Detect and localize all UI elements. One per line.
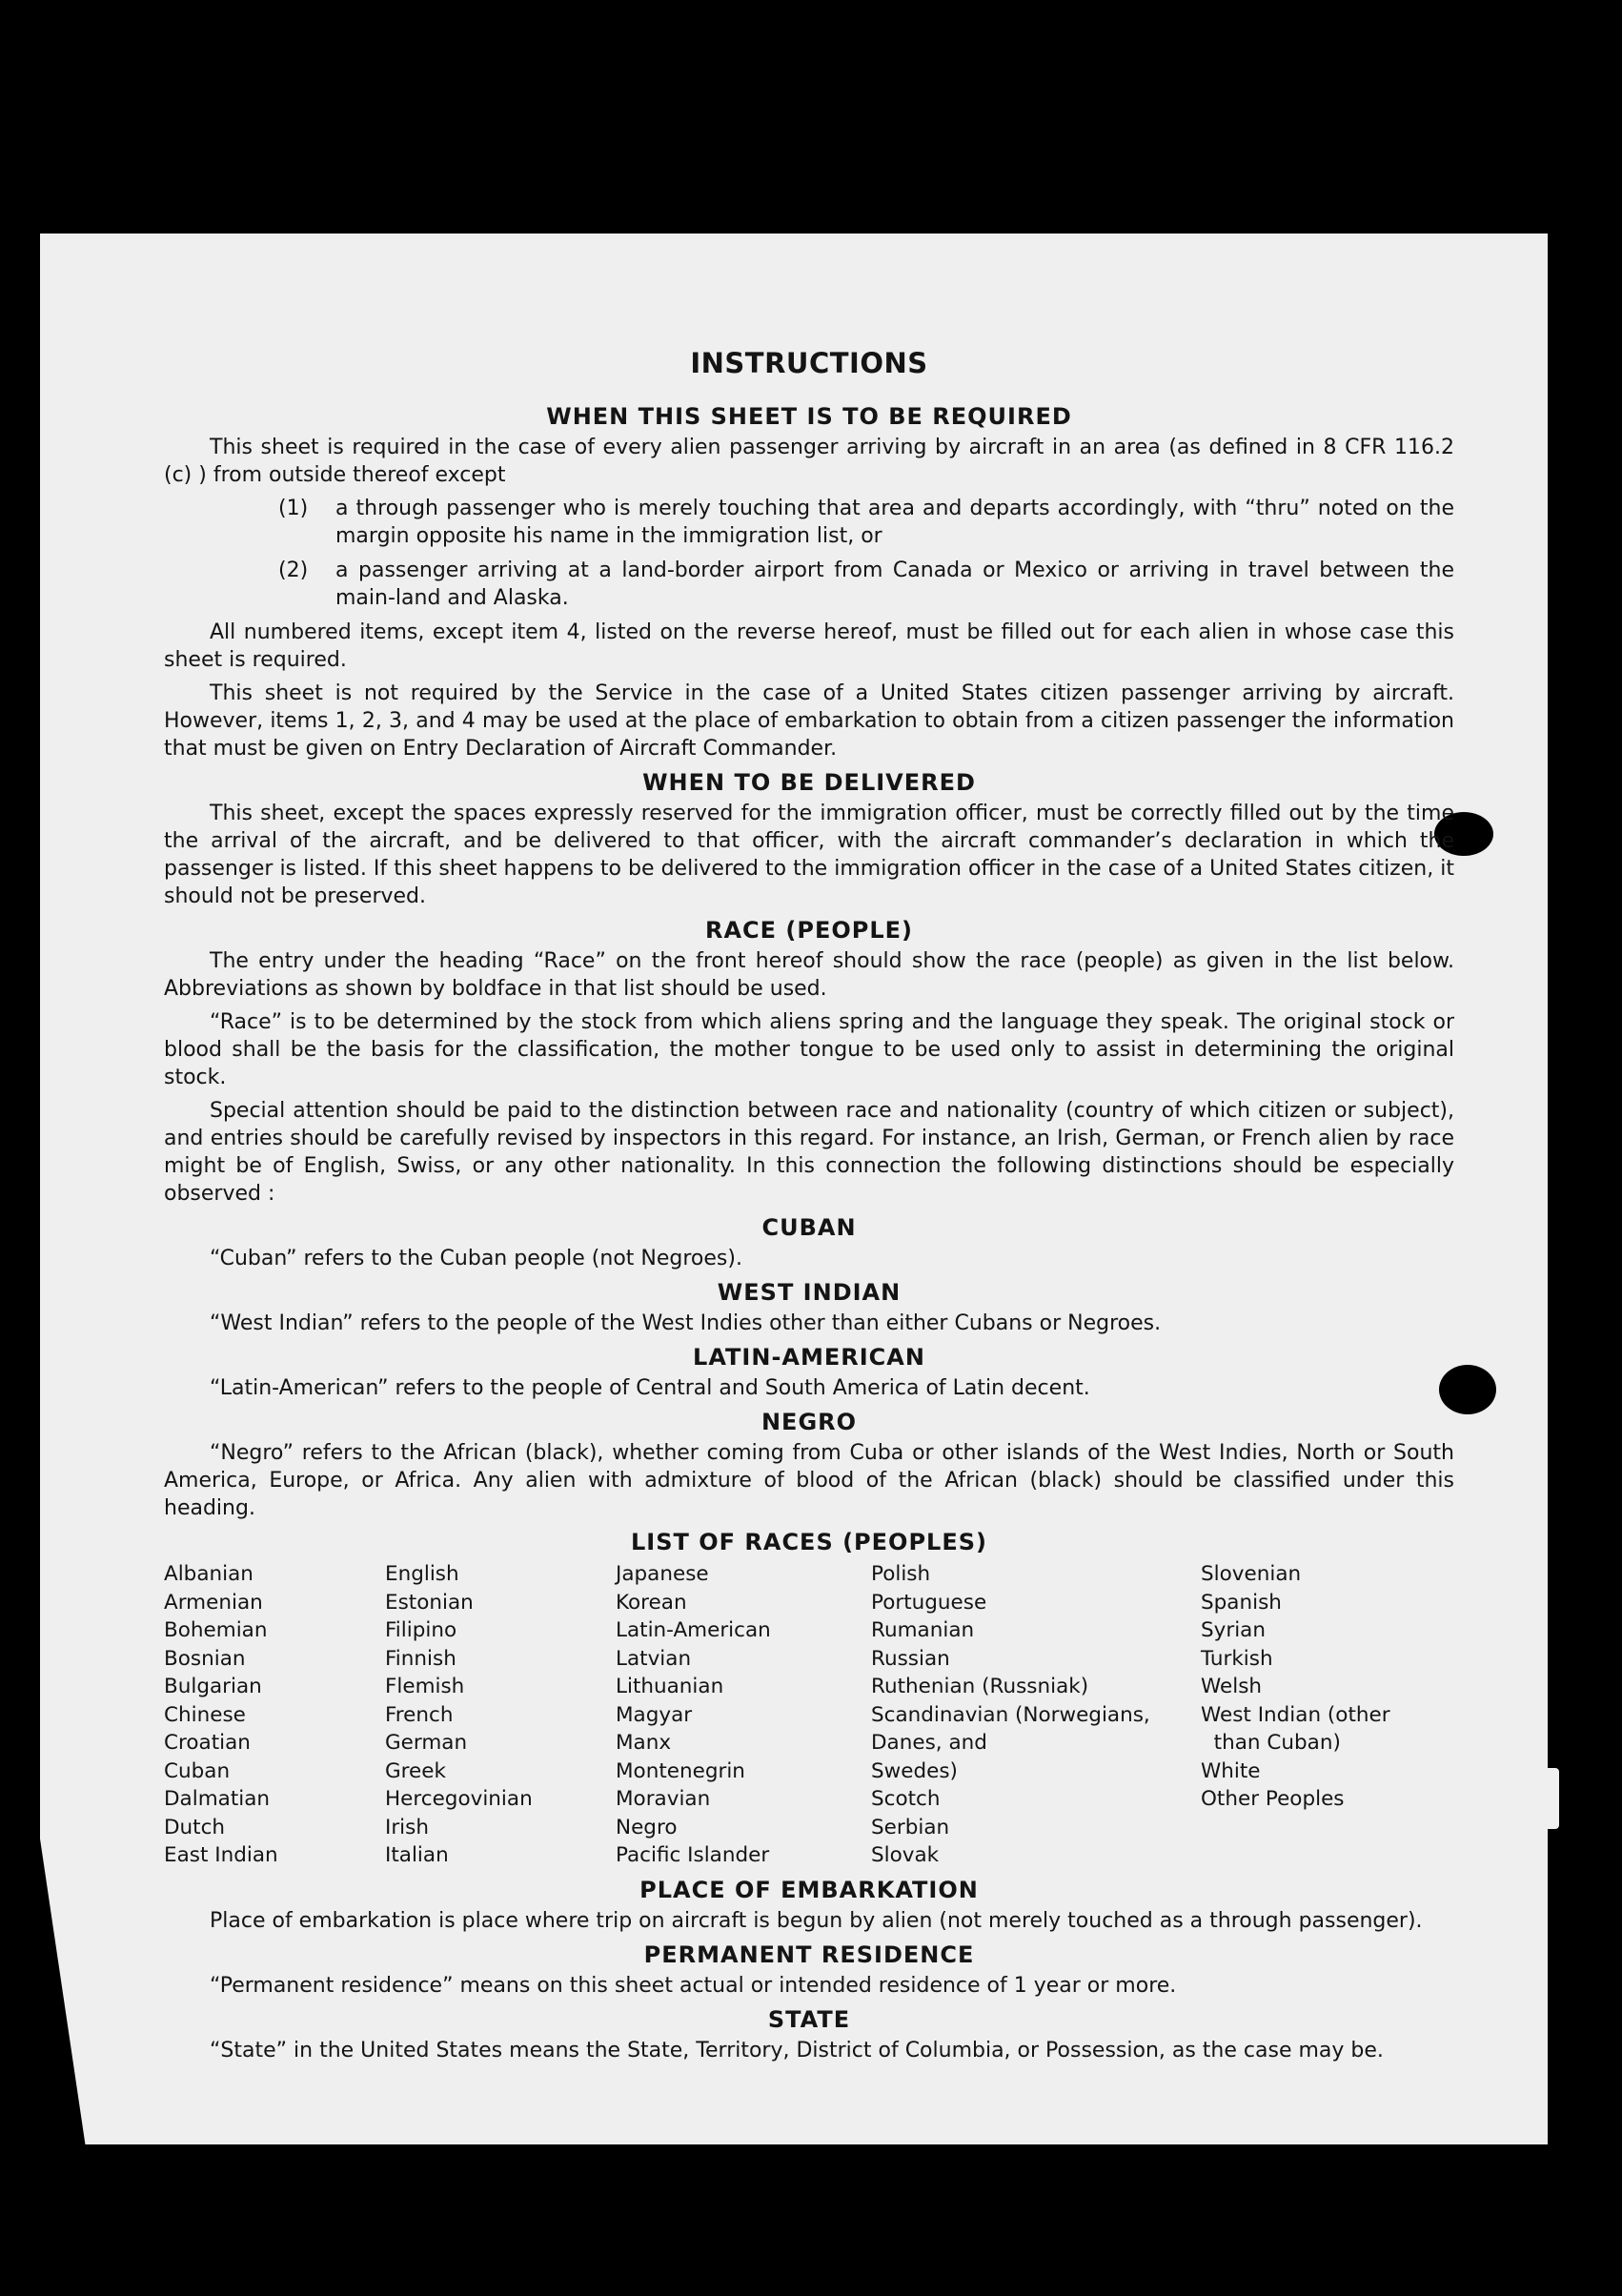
- race-entry: Dutch: [164, 1815, 226, 1839]
- paragraph: Place of embarkation is place where trip on aircraft is begun by alien (not merely touched as a through passenger).: [210, 1908, 1423, 1933]
- race-entry: French: [385, 1702, 454, 1727]
- race-entry: Polish: [871, 1562, 931, 1586]
- races-column: [164, 1560, 385, 1870]
- race-entry: East Indian: [164, 1843, 278, 1867]
- paragraph: Special attention should be paid to the distinction between race and nationality (country of which citizen or subject), and entries should be carefully revised by inspectors in this regard. For instance, an Irish, German, or French alien by race might be of English, Swiss, or any other nationality. In this connection the following distinctions should be especially observed :: [164, 1099, 1454, 1206]
- section-heading-residence: PERMANENT RESIDENCE: [643, 1940, 975, 1968]
- races-column: [1201, 1560, 1454, 1870]
- races-list: [164, 1560, 1454, 1870]
- race-entry: Danes, and: [871, 1731, 987, 1755]
- race-entry: Filipino: [385, 1618, 457, 1642]
- race-entry: Magyar: [616, 1702, 693, 1727]
- paragraph: “Permanent residence” means on this sheet actual or intended residence of 1 year or more.: [210, 1973, 1177, 1998]
- item-text: a through passenger who is merely touching that area and departs accordingly, with “thru” noted on the margin opposite his name in the immigration list, or: [335, 497, 1454, 548]
- race-entry: Estonian: [385, 1590, 474, 1615]
- race-entry: Irish: [385, 1815, 429, 1839]
- race-entry: Chinese: [164, 1702, 246, 1727]
- paragraph: This sheet, except the spaces expressly reserved for the immigration officer, must be correctly filled out by the time the arrival of the aircraft, and be delivered to that officer, with the aircraft commander’s declaration in which the passenger is listed. If this sheet happens to be delivered to the immigration officer in the case of a United States citizen, it should not be preserved.: [164, 802, 1454, 908]
- races-column: [871, 1560, 1201, 1870]
- paragraph: “State” in the United States means the State, Territory, District of Columbia, or Possession, as the case may be.: [210, 2038, 1384, 2062]
- item-text: a passenger arriving at a land-border airport from Canada or Mexico or arriving in travel between the main-land and Alaska.: [335, 559, 1454, 610]
- race-entry: Dalmatian: [164, 1787, 271, 1811]
- instructions-content: [164, 338, 1454, 2070]
- page-title: INSTRUCTIONS: [690, 347, 928, 379]
- race-entry: Latvian: [616, 1646, 692, 1671]
- race-entry: Japanese: [616, 1562, 709, 1586]
- race-entry: Welsh: [1201, 1675, 1263, 1698]
- race-entry: Bosnian: [164, 1646, 246, 1671]
- list-item: [164, 495, 1454, 550]
- paragraph: “Latin-American” refers to the people of Central and South America of Latin decent.: [210, 1376, 1090, 1400]
- race-entry: Montenegrin: [616, 1758, 745, 1783]
- section-heading-embarkation: PLACE OF EMBARKATION: [639, 1876, 979, 1903]
- race-entry: than Cuban): [1201, 1731, 1341, 1755]
- section-heading-race: RACE (PEOPLE): [704, 917, 914, 944]
- item-number: (2): [278, 559, 309, 582]
- section-heading-list-of-races: LIST OF RACES (PEOPLES): [631, 1529, 987, 1555]
- section-heading-cuban: CUBAN: [761, 1214, 857, 1241]
- paragraph: “Cuban” refers to the Cuban people (not Negroes).: [210, 1247, 742, 1270]
- race-entry: English: [385, 1562, 459, 1586]
- race-entry: Greek: [385, 1758, 446, 1783]
- race-entry: Scotch: [871, 1787, 941, 1811]
- race-entry: Manx: [616, 1731, 672, 1755]
- section-heading-required: WHEN THIS SHEET IS TO BE REQUIRED: [546, 403, 1072, 430]
- race-entry: Latin-American: [616, 1618, 771, 1642]
- section-heading-delivered: WHEN TO BE DELIVERED: [642, 769, 976, 796]
- page-edge-tab: [1542, 1768, 1559, 1829]
- race-entry: Syrian: [1201, 1618, 1266, 1642]
- race-entry: Portuguese: [871, 1590, 987, 1615]
- section-heading-negro: NEGRO: [760, 1409, 858, 1435]
- section-heading-state: STATE: [767, 2005, 851, 2033]
- paragraph: “West Indian” refers to the people of the West Indies other than either Cubans or Negroes.: [210, 1311, 1162, 1335]
- paragraph: This sheet is required in the case of every alien passenger arriving by aircraft in an area (as defined in 8 CFR 116.2 (c) ) from outside thereof except: [164, 436, 1454, 487]
- race-entry: Italian: [385, 1843, 449, 1867]
- race-entry: White: [1201, 1758, 1261, 1783]
- item-number: (1): [278, 497, 309, 520]
- race-entry: Scandinavian (Norwegians,: [871, 1702, 1150, 1727]
- race-entry: Bulgarian: [164, 1675, 262, 1698]
- race-entry: Armenian: [164, 1590, 263, 1615]
- race-entry: Slovenian: [1201, 1562, 1302, 1586]
- race-entry: West Indian (other: [1201, 1702, 1390, 1727]
- paragraph: “Race” is to be determined by the stock from which aliens spring and the language they speak. The original stock or blood shall be the basis for the classification, the mother tongue to be used only to assist in determining the original stock.: [164, 1010, 1454, 1089]
- race-entry: Ruthenian (Russniak): [871, 1675, 1089, 1698]
- paragraph: “Negro” refers to the African (black), whether coming from Cuba or other islands of the West Indies, North or South America, Europe, or Africa. Any alien with admixture of blood of the African (black) should be classified under this heading.: [164, 1441, 1454, 1520]
- race-entry: Lithuanian: [616, 1675, 724, 1698]
- race-entry: Flemish: [385, 1675, 465, 1698]
- section-heading-west-indian: WEST INDIAN: [717, 1279, 902, 1306]
- races-column: [616, 1560, 871, 1870]
- race-entry: Albanian: [164, 1562, 253, 1586]
- race-entry: Pacific Islander: [616, 1843, 770, 1867]
- race-entry: Swedes): [871, 1758, 958, 1783]
- race-entry: Moravian: [616, 1787, 711, 1811]
- race-entry: Finnish: [385, 1646, 456, 1671]
- paragraph: This sheet is not required by the Service in the case of a United States citizen passenger arriving by aircraft. However, items 1, 2, 3, and 4 may be used at the place of embarkation to obtain from a citizen passenger the information that must be given on Entry Declaration of Aircraft Commander.: [164, 681, 1454, 761]
- race-entry: Croatian: [164, 1731, 251, 1755]
- race-entry: Turkish: [1201, 1646, 1273, 1671]
- race-entry: Serbian: [871, 1815, 950, 1839]
- race-entry: Negro: [616, 1815, 678, 1839]
- race-entry: Spanish: [1201, 1590, 1282, 1615]
- race-entry: Russian: [871, 1646, 950, 1671]
- race-entry: Slovak: [871, 1843, 940, 1867]
- races-column: [385, 1560, 616, 1870]
- race-entry: Rumanian: [871, 1618, 975, 1642]
- race-entry: Cuban: [164, 1758, 231, 1783]
- paragraph: The entry under the heading “Race” on the front hereof should show the race (people) as given in the list below. Abbreviations as shown by boldface in that list should be used.: [164, 949, 1454, 1001]
- race-entry: Bohemian: [164, 1618, 268, 1642]
- section-heading-latin-american: LATIN-AMERICAN: [693, 1344, 925, 1371]
- race-entry: Korean: [616, 1590, 687, 1615]
- race-entry: Hercegovinian: [385, 1787, 533, 1811]
- paragraph: All numbered items, except item 4, listed on the reverse hereof, must be filled out for each alien in whose case this sheet is required.: [164, 620, 1454, 672]
- list-item: [164, 557, 1454, 612]
- race-entry: German: [385, 1731, 468, 1755]
- race-entry: Other Peoples: [1201, 1787, 1345, 1811]
